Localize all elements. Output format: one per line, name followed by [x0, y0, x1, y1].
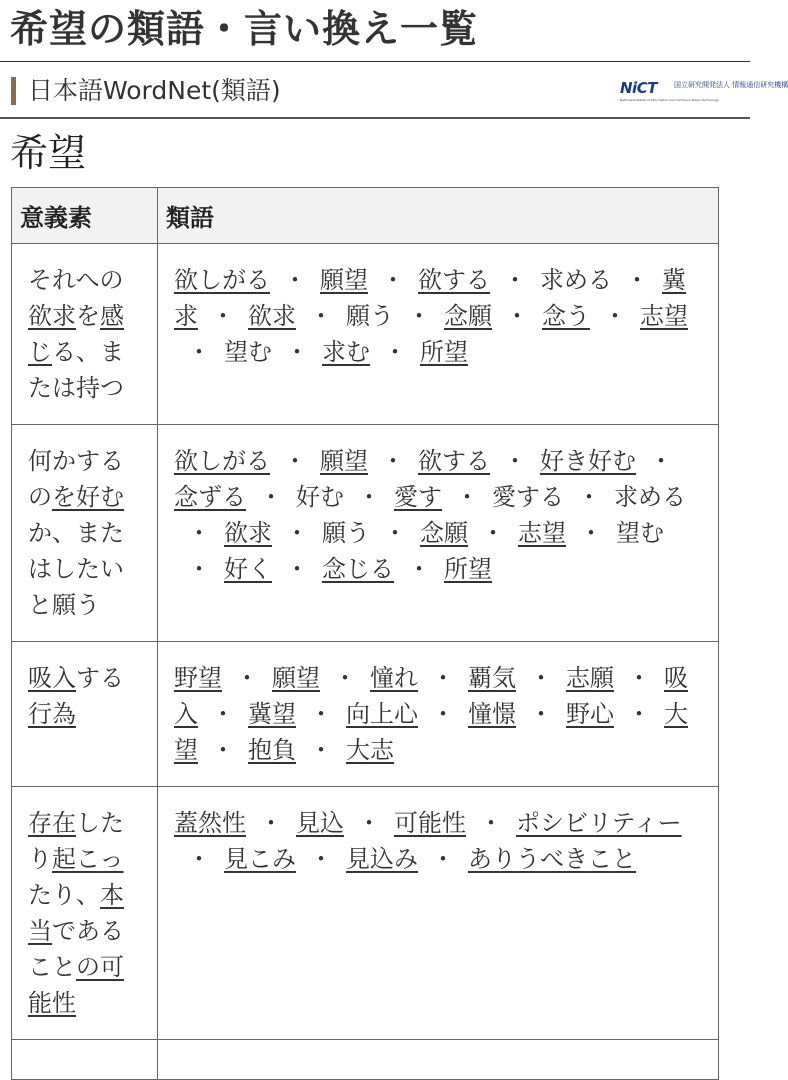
synonym-text: 願う [322, 519, 370, 547]
separator-dot: ・ [431, 664, 455, 692]
separator-dot: ・ [211, 302, 235, 330]
header-synonyms: 類語 [158, 188, 719, 244]
synonym-text: 望む [616, 519, 664, 547]
table-row [12, 425, 719, 642]
synonym-text: 愛する [492, 483, 564, 511]
synonym-link[interactable]: 吸入 [174, 664, 688, 728]
meaning-cell [12, 642, 158, 787]
meaning-text: る、または持つ [28, 338, 124, 402]
synonym-text: 望む [224, 338, 272, 366]
synonym-link[interactable]: 可能性 [394, 809, 466, 837]
synonym-text: 好む [296, 483, 344, 511]
meaning-link[interactable]: 本当 [28, 881, 124, 945]
table-header-row [12, 188, 719, 244]
synonyms-cell [158, 425, 719, 642]
synonym-link[interactable]: 欲求 [248, 302, 296, 330]
meaning-cell [12, 787, 158, 1040]
synonym-link[interactable]: 願望 [320, 266, 368, 294]
separator-dot: ・ [235, 664, 259, 692]
synonym-link[interactable]: 見こみ [224, 845, 296, 873]
separator-dot: ・ [431, 845, 455, 873]
nict-logo-mark: NiCT [620, 79, 657, 97]
synonym-text: 求める [614, 483, 686, 511]
page-header [0, 0, 750, 62]
synonym-text: 求める [540, 266, 612, 294]
separator-dot: ・ [259, 483, 283, 511]
synonyms-cell [158, 1040, 719, 1080]
synonym-link[interactable]: 願望 [320, 447, 368, 475]
separator-dot: ・ [383, 519, 407, 547]
synonym-table [11, 187, 719, 1080]
meaning-link[interactable]: の可能性 [28, 953, 124, 1017]
separator-dot: ・ [407, 555, 431, 583]
table-body [12, 244, 719, 1080]
separator-dot: ・ [357, 483, 381, 511]
separator-dot: ・ [503, 447, 527, 475]
meaning-link[interactable]: 吸入 [28, 664, 76, 692]
meaning-link[interactable]: 欲求 [28, 302, 76, 330]
synonym-link[interactable]: 欲しがる [174, 266, 270, 294]
meaning-text: それへの [28, 266, 124, 294]
meaning-link[interactable]: 存在 [28, 809, 76, 837]
separator-dot: ・ [455, 483, 479, 511]
synonym-link[interactable]: 志願 [566, 664, 614, 692]
table-row [12, 787, 719, 1040]
section-accent-bar [11, 77, 16, 105]
synonym-text: 願う [346, 302, 394, 330]
synonym-link[interactable]: 求む [322, 338, 370, 366]
table-row [12, 642, 719, 787]
synonym-link[interactable]: 念う [542, 302, 590, 330]
meaning-link[interactable]: 起こっ [52, 845, 124, 873]
separator-dot: ・ [627, 664, 651, 692]
separator-dot: ・ [187, 555, 211, 583]
synonym-link[interactable]: 所望 [444, 555, 492, 583]
synonym-link[interactable]: 冀求 [174, 266, 686, 330]
separator-dot: ・ [381, 266, 405, 294]
separator-dot: ・ [603, 302, 627, 330]
synonyms-cell [158, 244, 719, 425]
synonym-link[interactable]: 見込 [296, 809, 344, 837]
separator-dot: ・ [211, 736, 235, 764]
meaning-text: を [76, 302, 100, 330]
synonym-link[interactable]: 欲する [418, 447, 490, 475]
table-row [12, 244, 719, 425]
meaning-text: 何かするの [28, 447, 124, 511]
separator-dot: ・ [481, 519, 505, 547]
synonym-link[interactable]: 好く [224, 555, 272, 583]
separator-dot: ・ [187, 338, 211, 366]
separator-dot: ・ [431, 700, 455, 728]
separator-dot: ・ [579, 519, 603, 547]
separator-dot: ・ [383, 338, 407, 366]
separator-dot: ・ [283, 447, 307, 475]
separator-dot: ・ [285, 555, 309, 583]
meaning-cell [12, 425, 158, 642]
separator-dot: ・ [529, 664, 553, 692]
word-heading: 希望 [10, 131, 87, 175]
synonym-link[interactable]: 覇気 [468, 664, 516, 692]
separator-dot: ・ [357, 809, 381, 837]
separator-dot: ・ [309, 845, 333, 873]
synonym-link[interactable]: 願望 [272, 664, 320, 692]
nict-logo[interactable] [620, 77, 788, 105]
separator-dot: ・ [285, 338, 309, 366]
meaning-cell [12, 1040, 158, 1080]
section-header [0, 63, 788, 119]
synonym-link[interactable]: 欲求 [224, 519, 272, 547]
separator-dot: ・ [309, 700, 333, 728]
synonym-link[interactable]: 抱負 [248, 736, 296, 764]
separator-dot: ・ [503, 266, 527, 294]
synonym-link[interactable]: 念願 [420, 519, 468, 547]
separator-dot: ・ [333, 664, 357, 692]
separator-dot: ・ [259, 809, 283, 837]
synonym-link[interactable]: 見込み [346, 845, 418, 873]
synonym-link[interactable]: 向上心 [346, 700, 418, 728]
nict-logo-org: 国立研究開発法人 情報通信研究機構 [674, 81, 788, 89]
separator-dot: ・ [649, 447, 673, 475]
synonym-link[interactable]: 志望 [518, 519, 566, 547]
separator-dot: ・ [283, 266, 307, 294]
synonym-link[interactable]: 欲しがる [174, 447, 270, 475]
separator-dot: ・ [187, 519, 211, 547]
separator-dot: ・ [529, 700, 553, 728]
synonym-link[interactable]: 好き好む [540, 447, 636, 475]
separator-dot: ・ [627, 700, 651, 728]
meaning-text: であること [28, 917, 124, 981]
meaning-text: する [76, 664, 124, 692]
separator-dot: ・ [381, 447, 405, 475]
meaning-text: したり [28, 809, 124, 873]
section-title: 日本語WordNet(類語) [28, 76, 281, 105]
synonym-link[interactable]: 蓋然性 [174, 809, 246, 837]
synonym-link[interactable]: ポシビリティー [516, 809, 682, 837]
page-title: 希望の類語・言い換え一覧 [10, 7, 479, 51]
nict-logo-org-en: National Institute of Information and Communications Technology [620, 98, 719, 102]
separator-dot: ・ [505, 302, 529, 330]
meaning-text: たり、 [28, 881, 100, 909]
synonyms-cell [158, 787, 719, 1040]
meaning-link[interactable]: を好む [52, 483, 124, 511]
synonym-link[interactable]: 愛す [394, 483, 442, 511]
synonyms-cell [158, 642, 719, 787]
meaning-link[interactable]: 行為 [28, 700, 76, 728]
synonym-link[interactable]: 大望 [174, 700, 688, 764]
separator-dot: ・ [625, 266, 649, 294]
separator-dot: ・ [479, 809, 503, 837]
synonym-link[interactable]: 念願 [444, 302, 492, 330]
synonym-link[interactable]: 念じる [322, 555, 394, 583]
synonym-link[interactable]: 念ずる [174, 483, 246, 511]
separator-dot: ・ [285, 519, 309, 547]
synonym-link[interactable]: 野心 [566, 700, 614, 728]
synonym-link[interactable]: 志望 [640, 302, 688, 330]
meaning-text: か、またはしたいと願う [28, 519, 124, 619]
separator-dot: ・ [577, 483, 601, 511]
synonym-link[interactable]: 所望 [420, 338, 468, 366]
synonym-link[interactable]: 欲する [418, 266, 490, 294]
separator-dot: ・ [309, 736, 333, 764]
synonym-link[interactable]: 憧憬 [468, 700, 516, 728]
synonym-link[interactable]: 憧れ [370, 664, 418, 692]
meaning-link[interactable]: 感じ [28, 302, 124, 366]
synonym-link[interactable]: ありうべきこと [468, 845, 636, 873]
meaning-cell [12, 244, 158, 425]
separator-dot: ・ [407, 302, 431, 330]
synonym-link[interactable]: 野望 [174, 664, 222, 692]
synonym-link[interactable]: 冀望 [248, 700, 296, 728]
separator-dot: ・ [211, 700, 235, 728]
synonym-link[interactable]: 大志 [346, 736, 394, 764]
separator-dot: ・ [309, 302, 333, 330]
separator-dot: ・ [187, 845, 211, 873]
header-meaning: 意義素 [12, 188, 158, 244]
table-row [12, 1040, 719, 1080]
